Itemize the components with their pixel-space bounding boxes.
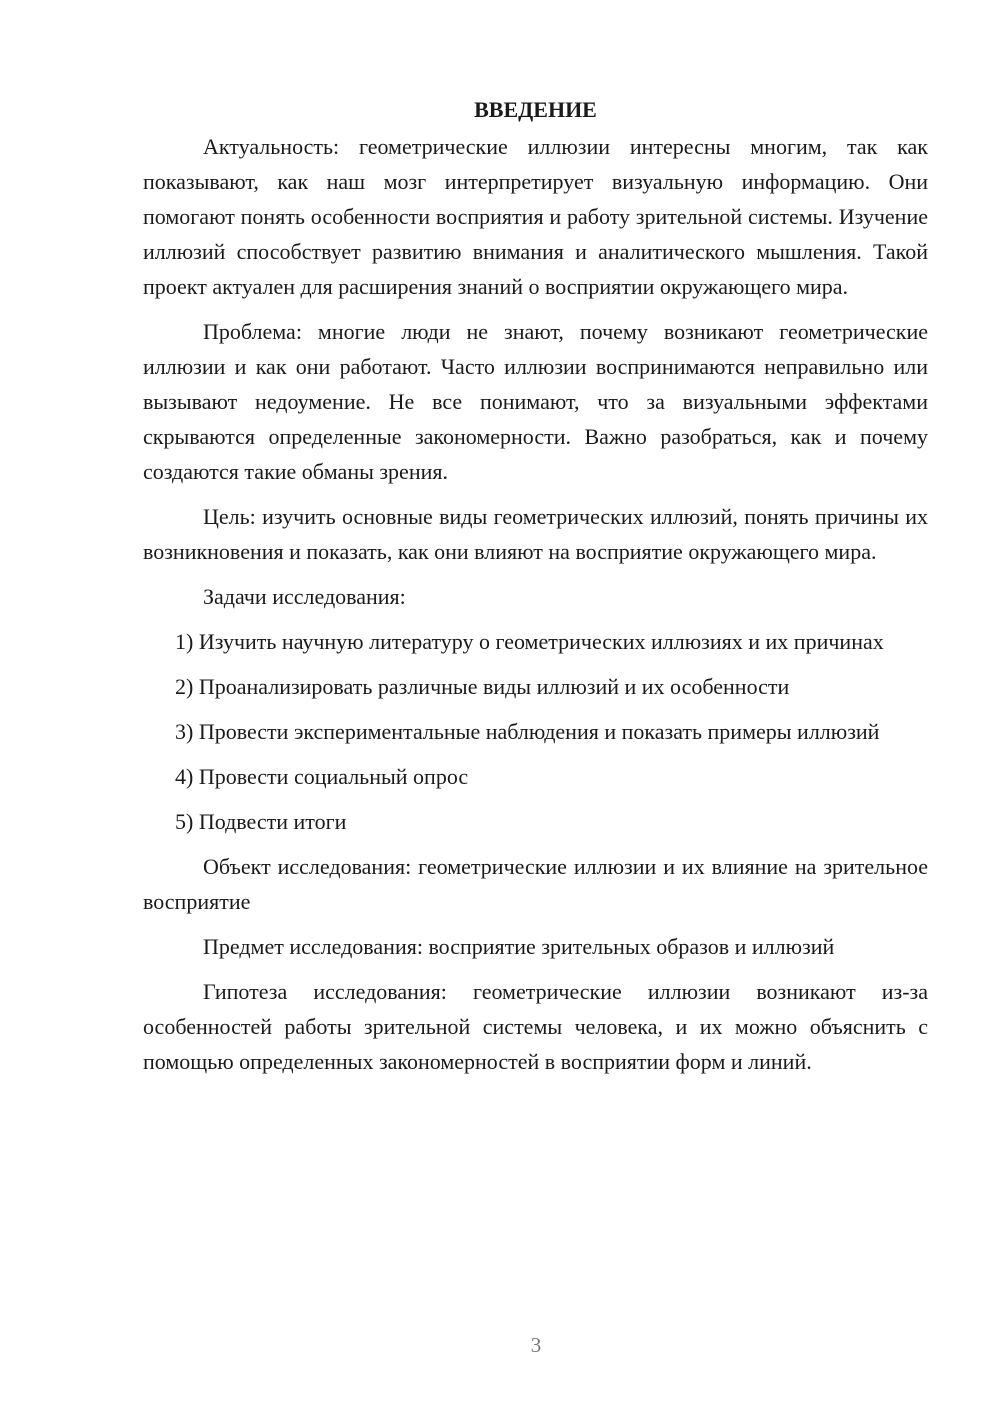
paragraph-tasks-title: Задачи исследования: [203, 584, 406, 609]
list-item: 3) Провести экспериментальные наблюдения и показать примеры иллюзий [175, 719, 880, 744]
paragraph-object: Объект исследования: геометрические иллюзии и их влияние на зрительное восприятие [143, 854, 928, 914]
list-item: 2) Проанализировать различные виды иллюзий и их особенности [175, 674, 790, 699]
section-heading: ВВЕДЕНИЕ [474, 97, 597, 122]
list-item: 4) Провести социальный опрос [175, 764, 469, 789]
paragraph-subject: Предмет исследования: восприятие зрительных образов и иллюзий [203, 934, 835, 959]
paragraph-hypothesis: Гипотеза исследования: геометрические иллюзии возникают из-за особенностей работы зрительной системы человека, и их можно объяснить с помощью определенных закономерностей в восприятии форм и линий. [143, 979, 928, 1074]
page-content [143, 92, 928, 1089]
list-item: 5) Подвести итоги [175, 809, 347, 834]
list-item: 1) Изучить научную литературу о геометрических иллюзиях и их причинах [175, 629, 884, 654]
paragraph-relevance: Актуальность: геометрические иллюзии интересны многим, так как показывают, как наш мозг интерпретирует визуальную информацию. Они помогают понять особенности восприятия и работу зрительной системы. Изучение иллюзий способствует развитию внимания и аналитического мышления. Такой проект актуален для расширения знаний о восприятии окружающего мира. [143, 134, 928, 299]
page-number: 3 [530, 1333, 542, 1357]
tasks-list [143, 624, 928, 839]
paragraph-goal: Цель: изучить основные виды геометрических иллюзий, понять причины их возникновения и показать, как они влияют на восприятие окружающего мира. [143, 504, 928, 564]
paragraph-problem: Проблема: многие люди не знают, почему возникают геометрические иллюзии и как они работают. Часто иллюзии воспринимаются неправильно или вызывают недоумение. Не все понимают, что за визуальными эффектами скрываются определенные закономерности. Важно разобраться, как и почему создаются такие обманы зрения. [143, 319, 928, 484]
